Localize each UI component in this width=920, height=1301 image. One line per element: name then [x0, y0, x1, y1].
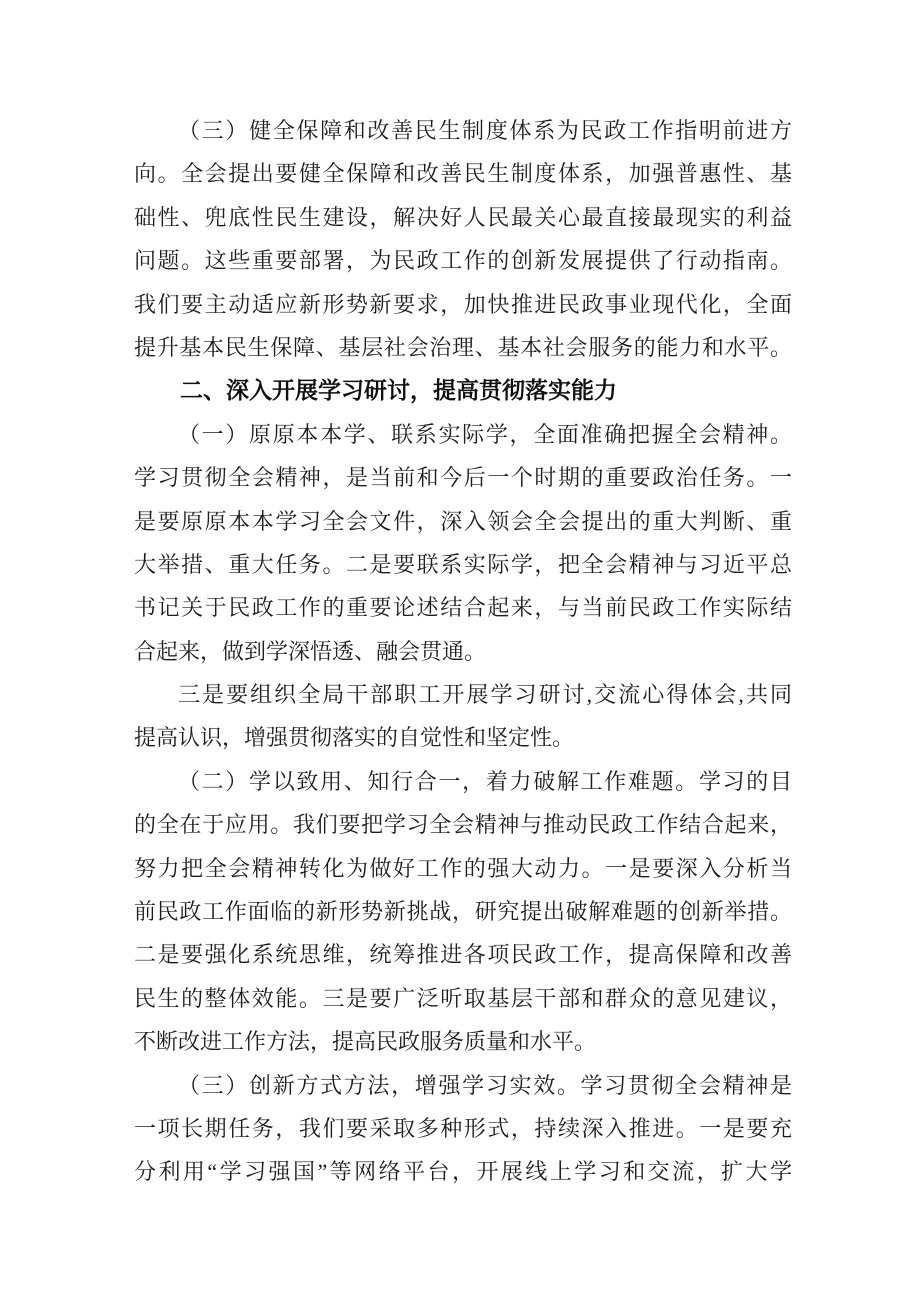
- text-line: 的全在于应用。我们要把学习全会精神与推动民政工作结合起来，: [134, 812, 792, 838]
- text-line: 大举措、重大任务。二是要联系实际学，把全会精神与习近平总: [134, 551, 792, 577]
- text-line: 三是要组织全局干部职工开展学习研讨,交流心得体会,共同: [178, 682, 792, 708]
- paragraph: [134, 413, 792, 673]
- text-line: 合起来，做到学深悟透、融会贯通。: [134, 638, 487, 664]
- text-line: 我们要主动适应新形势新要求，加快推进民政事业现代化，全面: [134, 291, 792, 317]
- paragraph: [134, 760, 792, 1064]
- paragraph: [134, 1064, 792, 1194]
- text-line: 一项长期任务，我们要采取多种形式，持续深入推进。一是要充: [134, 1115, 792, 1141]
- text-line: 提高认识，增强贯彻落实的自觉性和坚定性。: [134, 725, 575, 751]
- text-line: 提升基本民生保障、基层社会治理、基本社会服务的能力和水平。: [134, 334, 792, 360]
- text-line: （一）原原本本学、联系实际学，全面准确把握全会精神。: [178, 421, 792, 447]
- text-line: 向。全会提出要健全保障和改善民生制度体系，加强普惠性、基: [134, 161, 792, 187]
- text-line: 分利用“学习强国”等网络平台，开展线上学习和交流，扩大学: [134, 1159, 792, 1185]
- text-line: 是要原原本本学习全会文件，深入领会全会提出的重大判断、重: [134, 508, 792, 534]
- paragraph: [134, 109, 792, 369]
- text-line: （三）创新方式方法，增强学习实效。学习贯彻全会精神是: [178, 1072, 792, 1098]
- text-block: [134, 109, 792, 1194]
- text-line: 二是要强化系统思维，统筹推进各项民政工作，提高保障和改善: [134, 942, 792, 968]
- text-line: 问题。这些重要部署，为民政工作的创新发展提供了行动指南。: [134, 248, 792, 274]
- text-line: 不断改进工作方法，提高民政服务质量和水平。: [134, 1029, 597, 1055]
- text-line: 础性、兜底性民生建设，解决好人民最关心最直接最现实的利益: [134, 204, 792, 230]
- text-line: 书记关于民政工作的重要论述结合起来，与当前民政工作实际结: [134, 595, 792, 621]
- text-line: 学习贯彻全会精神，是当前和今后一个时期的重要政治任务。一: [134, 465, 792, 491]
- text-line: （二）学以致用、知行合一，着力破解工作难题。学习的目: [178, 768, 792, 794]
- section-heading: [134, 369, 792, 412]
- text-line: 民生的整体效能。三是要广泛听取基层干部和群众的意见建议，: [134, 985, 792, 1011]
- text-line: 前民政工作面临的新形势新挑战，研究提出破解难题的创新举措。: [134, 899, 792, 925]
- paragraph: [134, 673, 792, 760]
- heading-line: 二、深入开展学习研讨，提高贯彻落实能力: [180, 377, 617, 404]
- text-line: 努力把全会精神转化为做好工作的强大动力。一是要深入分析当: [134, 855, 792, 881]
- text-line: （三）健全保障和改善民生制度体系为民政工作指明前进方: [178, 118, 792, 143]
